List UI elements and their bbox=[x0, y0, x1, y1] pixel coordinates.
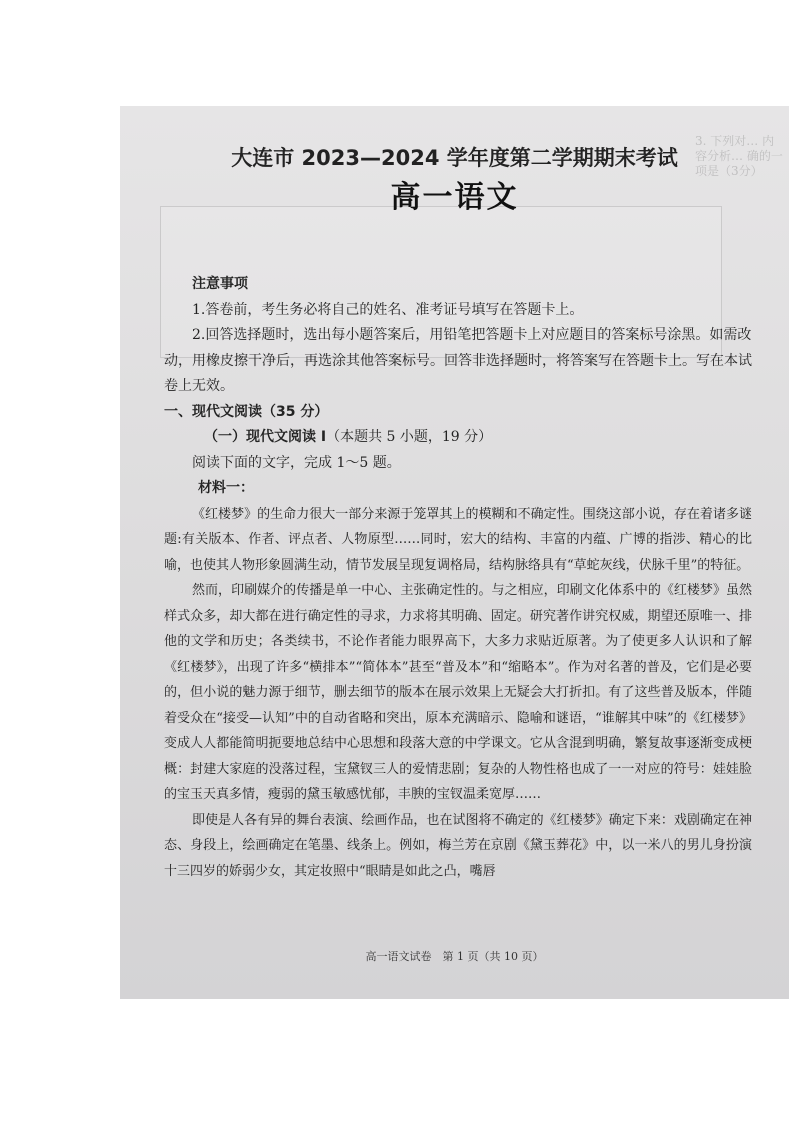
page-footer: 高一语文试卷 第 1 页（共 10 页） bbox=[365, 950, 544, 963]
subsection-title bbox=[204, 425, 752, 451]
material-label: 材料一： bbox=[198, 480, 254, 496]
reading-instruction: 阅读下面的文字，完成 1～5 题。 bbox=[192, 454, 401, 471]
subsection-label: （一）现代文阅读 I bbox=[204, 429, 327, 445]
section-title: 一、现代文阅读（35 分） bbox=[164, 403, 329, 420]
notice-item: 2.回答选择题时，选出每小题答案后，用铅笔把答题卡上对应题目的答案标号涂黑。如需改动，用橡皮擦干净后，再选涂其他答案标号。回答非选择题时，将答案写在答题卡上。写在本试卷上无效。 bbox=[164, 327, 752, 394]
reading-passage bbox=[164, 502, 752, 885]
passage-paragraph: 然而，印刷媒介的传播是单一中心、主张确定性的。与之相应，印刷文化体系中的《红楼梦》虽然样式众多，却大都在进行确定性的寻求，力求将其明确、固定。研究著作讲究权威，期望还原唯一、排他的文学和历史；各类续书，不论作者能力眼界高下，大多力求贴近原著。为了使更多人认识和了解《红楼梦》，出现了许多“横排本”“简体本”甚至“普及本”和“缩略本”。作为对名著的普及，它们是必要的，但小说的魅力源于细节，删去细节的版本在展示效果上无疑会大打折扣。有了这些普及版本，伴随着受众在“接受—认知”中的自动省略和突出，原本充满暗示、隐喻和谜语，“谁解其中味”的《红楼梦》变成人人都能简明扼要地总结中心思想和段落大意的中学课文。它从含混到明确，繁复故事逐渐变成梗概：封建大家庭的没落过程，宝黛钗三人的爱情悲剧；复杂的人物性格也成了一一对应的符号：娃娃脸的宝玉天真多情，瘦弱的黛玉敏感忧郁，丰腴的宝钗温柔宽厚…… bbox=[164, 583, 752, 802]
exam-paper-photo bbox=[120, 106, 789, 999]
subject-title: 高一语文 bbox=[390, 180, 519, 215]
bleed-through-text: 3. 下列对… 内容分析… 确的一项是（3分） bbox=[695, 134, 783, 178]
passage-paragraph: 即使是人各有异的舞台表演、绘画作品，也在试图将不确定的《红楼梦》确定下来：戏剧确定在神态、身段上，绘画确定在笔墨、线条上。例如，梅兰芳在京剧《黛玉葬花》中，以一米八的男儿身扮演十三四岁的娇弱少女，其定妆照中“眼睛是如此之凸，嘴唇 bbox=[164, 812, 752, 879]
passage-paragraph: 《红楼梦》的生命力很大一部分来源于笼罩其上的模糊和不确定性。围绕这部小说，存在着诸多谜题:有关版本、作者、评点者、人物原型……同时，宏大的结构、丰富的内蕴、广博的指涉、精心的比喻，也使其人物形象圆满生动，情节发展呈现复调格局，结构脉络具有“草蛇灰线，伏脉千里”的特征。 bbox=[164, 506, 752, 573]
notice-item: 1.答卷前，考生务必将自己的姓名、准考证号填写在答题卡上。 bbox=[192, 301, 584, 318]
notice-heading: 注意事项 bbox=[192, 276, 248, 292]
exam-content bbox=[164, 272, 752, 884]
exam-title: 大连市 2023—2024 学年度第二学期期末考试 bbox=[231, 146, 678, 170]
subsection-note: （本题共 5 小题，19 分） bbox=[326, 429, 493, 445]
